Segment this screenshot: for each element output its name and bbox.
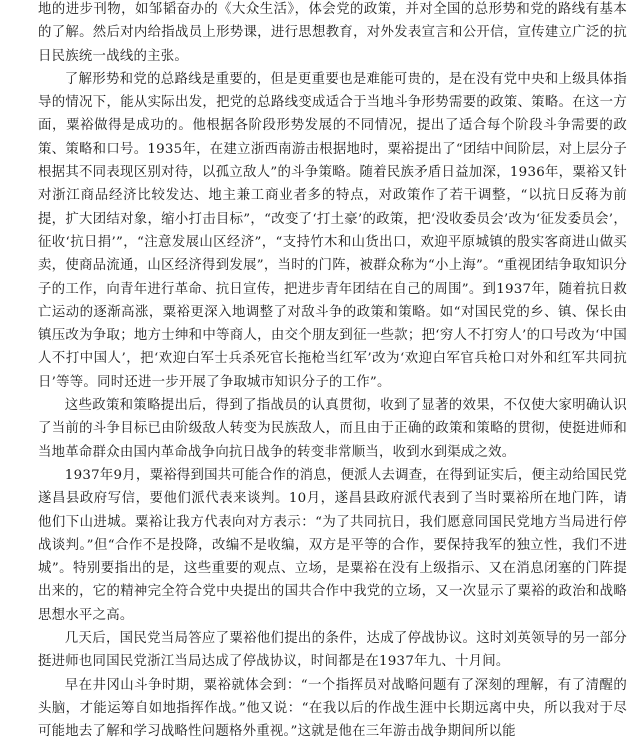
paragraph-2: 了解形势和党的总路线是重要的，但是更重要也是难能可贵的，是在没有党中央和上级具体指导的情况下，能从实际出发，把党的总路线变成适合于当地斗争形势需要的政策、策略。在这一方面，粟裕做得是成功的。他根据各阶段形势发展的不同情况，提出了适合每个阶段斗争需要的政策、策略和口号。1935年，在建立浙西南游击根据地时，粟裕提出了“团结中间阶层，对上层分子根据其不同表现区别对待，以孤立敌人”的斗争策略。随着民族矛盾日益加深，1936年，粟裕又针对浙江商品经济比较发达、地主兼工商业者多的特点，对政策作了若干调整，“以抗日反蒋为前提，扩大团结对象，缩小打击目标”，“改变了‘打土豪’的政策，把‘没收委员会’改为‘征发委员会’，征收‘抗日捐’”，“注意发展山区经济”，“支持竹木和山货出口，欢迎平原城镇的殷实客商进山做买卖，使商品流通，山区经济得到发展”，当时的门阵，被群众称为“小上海”。“重视团结争取知识分子的工作，向青年进行革命、抗日宣传，把进步青年团结在自己的周围”。到1937年，随着抗日救亡运动的逐渐高涨，粟裕更深入地调整了对敌斗争的政策和策略。如“对国民党的乡、镇、保长由镇压改为争取；地方士绅和中等商人，由交个朋友到征一些款；把‘穷人不打穷人’的口号改为‘中国人不打中国人’，把‘欢迎白军士兵杀死官长拖枪当红军’改为‘欢迎白军官兵枪口对外和红军共同抗日’等等。同时还进一步开展了争取城市知识分子的工作”。 xyxy=(38,71,627,390)
paragraph-5: 几天后，国民党当局答应了粟裕他们提出的条件，达成了停战协议。这时刘英领导的另一部分挺进师也同国民党浙江当局达成了停战协议，时间都是在1937年九、十月间。 xyxy=(38,631,627,670)
paragraph-4: 1937年9月，粟裕得到国共可能合作的消息，便派人去调查，在得到证实后，便主动给国民党遂昌县政府写信，要他们派代表来谈判。10月，遂昌县政府派代表到了当时粟裕所在地门阵，请他们下山进城。粟裕让我方代表向对方表示：“为了共同抗日，我们愿意同国民党地方当局进行停战谈判。”但“合作不是投降，改编不是收编，双方是平等的合作，要保持我军的独立性，我们不进城”。特别要指出的是，这些重要的观点、立场，是粟裕在没有上级指示、又在消息闭塞的门阵提出来的，它的精神完全符合党中央提出的国共合作中我党的立场，又一次显示了粟裕的政治和战略思想水平之高。 xyxy=(38,467,627,623)
paragraph-6: 早在井冈山斗争时期，粟裕就体会到：“一个指挥员对战略问题有了深刻的理解，有了清醒的头脑，才能运筹自如地指挥作战。”他又说：“在我以后的作战生涯中长期远离中央，所以我对于尽可能地去了解和学习战略性问题格外重视。”这就是他在三年游击战争期间所以能 xyxy=(38,677,627,740)
paragraph-1: 地的进步刊物，如邹韬奋办的《大众生活》，体会党的政策，并对全国的总形势和党的路线有基本的了解。然后对内给指战员上形势课，进行思想教育，对外发表宣言和公开信，宣传建立广泛的抗日民族统一战线的主张。 xyxy=(38,2,627,64)
paragraph-3: 这些政策和策略提出后，得到了指战员的认真贯彻，收到了显著的效果，不仅使大家明确认识了当前的斗争目标已由阶级敌人转变为民族敌人，而且由于正确的政策和策略的贯彻，使挺进师和当地革命群众由国内革命战争向抗日战争的转变非常顺当，收到水到渠成之效。 xyxy=(38,398,627,460)
